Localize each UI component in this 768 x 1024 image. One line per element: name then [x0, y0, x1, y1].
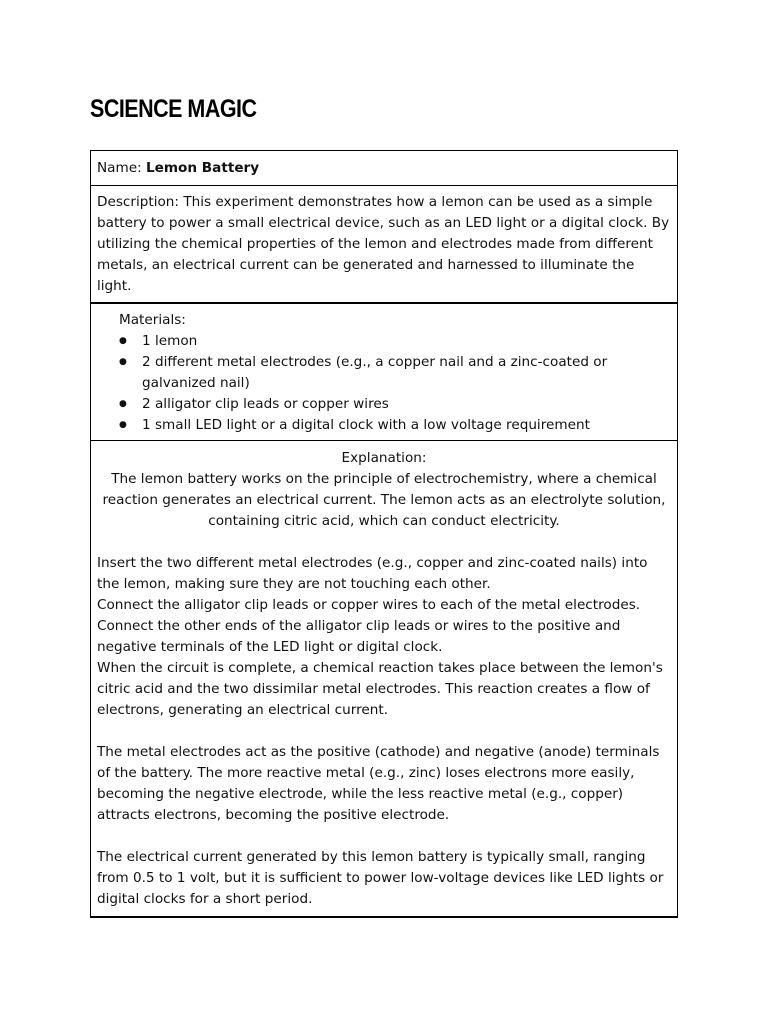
- list-item: ● 2 different metal electrodes (e.g., a copper nail and a zinc-coated or galvanized nail): [119, 352, 671, 394]
- materials-row: [91, 302, 677, 440]
- description-row: [91, 185, 677, 302]
- paragraph-spacer: [97, 532, 671, 553]
- current-paragraph: The electrical current generated by this lemon battery is typically small, ranging from 0.5 to 1 volt, but it is sufficient to power low-voltage devices like LED lights or digital clocks for a short period.: [97, 849, 664, 907]
- list-item: ● 1 lemon: [119, 331, 671, 352]
- materials-heading: Materials:: [119, 312, 186, 328]
- step-text: Connect the other ends of the alligator clip leads or wires to the positive and negative terminals of the LED light or digital clock.: [97, 618, 621, 655]
- page-title: SCIENCE MAGIC: [90, 95, 257, 123]
- list-item: ● 2 alligator clip leads or copper wires: [119, 394, 671, 415]
- description-text: Description: This experiment demonstrates how a lemon can be used as a simple battery to power a small electrical device, such as an LED light or a digital clock. By utilizing the chemical properties of the lemon and electrodes made from different metals, an electrical current can be generated and harnessed to illuminate the light.: [97, 194, 670, 294]
- step-text: When the circuit is complete, a chemical reaction takes place between the lemon's citric acid and the two dissimilar metal electrodes. This reaction creates a flow of electrons, generating an electrical current.: [97, 660, 663, 718]
- step-text: Connect the alligator clip leads or copper wires to each of the metal electrodes.: [97, 597, 641, 613]
- experiment-table: [90, 150, 678, 918]
- name-row: [91, 151, 677, 185]
- paragraph-spacer: [97, 721, 671, 742]
- paragraph-spacer: [97, 826, 671, 847]
- electrodes-paragraph: The metal electrodes act as the positive (cathode) and negative (anode) terminals of the battery. The more reactive metal (e.g., zinc) loses electrons more easily, becoming the negative electrode, while the less reactive metal (e.g., copper) attracts electrons, becoming the positive electrode.: [97, 744, 660, 823]
- step-text: Insert the two different metal electrodes (e.g., copper and zinc-coated nails) into the lemon, making sure they are not touching each other.: [97, 555, 648, 592]
- list-item: ● 1 small LED light or a digital clock with a low voltage requirement: [119, 415, 671, 436]
- explanation-heading: Explanation:: [341, 450, 427, 466]
- name-label: Name:: [97, 160, 147, 176]
- explanation-intro: The lemon battery works on the principle of electrochemistry, where a chemical reaction generates an electrical current. The lemon acts as an electrolyte solution, containing citric acid, which can conduct electricity.: [102, 471, 666, 529]
- experiment-name: Lemon Battery: [146, 160, 260, 176]
- materials-list: [119, 331, 671, 436]
- explanation-row: [91, 440, 677, 916]
